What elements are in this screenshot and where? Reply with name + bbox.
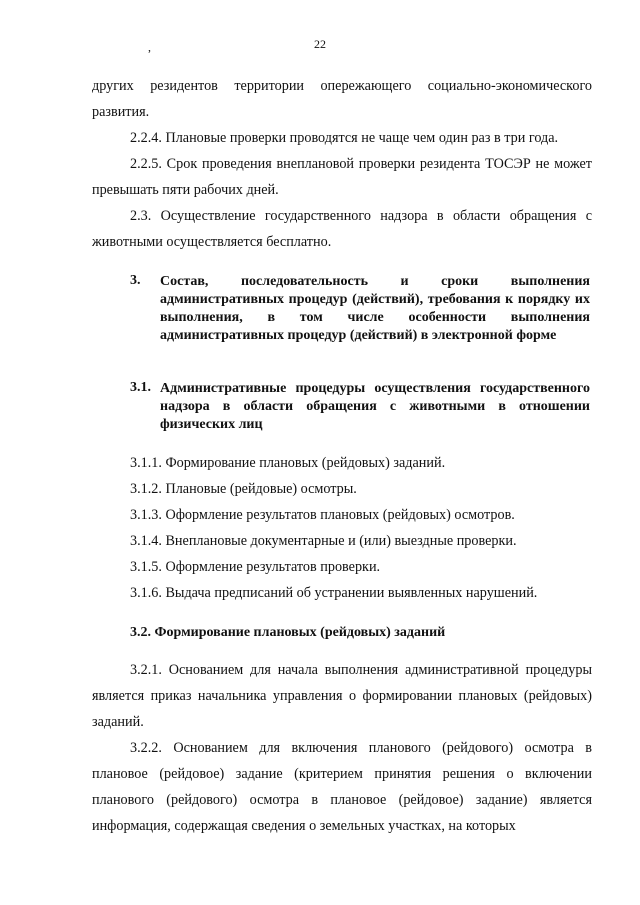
paragraph-3-2-1: 3.2.1. Основанием для начала выполнения административной процедуры является приказ начальника управления о формировании плановых (рейдовых) заданий.	[92, 662, 592, 730]
section-3-heading: Состав, последовательность и сроки выполнения административных процедур (действий), требования к порядку их выполнения, в том числе особенности выполнения административных процедур (действий) в электронной форме	[160, 274, 590, 343]
section-3-2-heading: 3.2. Формирование плановых (рейдовых) заданий	[130, 625, 446, 640]
list-item: 3.1.4. Внеплановые документарные и (или) выездные проверки.	[130, 533, 517, 549]
paragraph-2-2-5: 2.2.5. Срок проведения внеплановой проверки резидента ТОСЭР не может превышать пяти рабочих дней.	[92, 156, 592, 198]
list-item: 3.1.1. Формирование плановых (рейдовых) заданий.	[130, 455, 446, 471]
paragraph-continuation: других резидентов территории опережающего социально-экономического развития.	[92, 78, 592, 120]
list-item: 3.1.6. Выдача предписаний об устранении выявленных нарушений.	[130, 585, 538, 601]
list-item: 3.1.5. Оформление результатов проверки.	[130, 559, 381, 575]
list-item: 3.1.3. Оформление результатов плановых (рейдовых) осмотров.	[130, 507, 515, 523]
paragraph-2-3: 2.3. Осуществление государственного надзора в области обращения с животными осуществляется бесплатно.	[92, 208, 592, 250]
section-3-1-heading: Административные процедуры осуществления государственного надзора в области обращения с животными в отношении физических лиц	[160, 381, 590, 432]
stray-mark: ,	[148, 40, 151, 54]
section-3-1-number: 3.1.	[130, 380, 151, 395]
page-number: 22	[314, 37, 326, 51]
paragraph-2-2-4: 2.2.4. Плановые проверки проводятся не чаще чем один раз в три года.	[130, 130, 559, 146]
list-item: 3.1.2. Плановые (рейдовые) осмотры.	[130, 481, 357, 497]
section-3-number: 3.	[130, 273, 141, 288]
paragraph-3-2-2: 3.2.2. Основанием для включения планового (рейдового) осмотра в плановое (рейдовое) задание (критерием принятия решения о включении планового (рейдового) осмотра в плановое (рейдовое) задание) является информация, содержащая сведения о земельных участках, на которых	[92, 740, 592, 834]
